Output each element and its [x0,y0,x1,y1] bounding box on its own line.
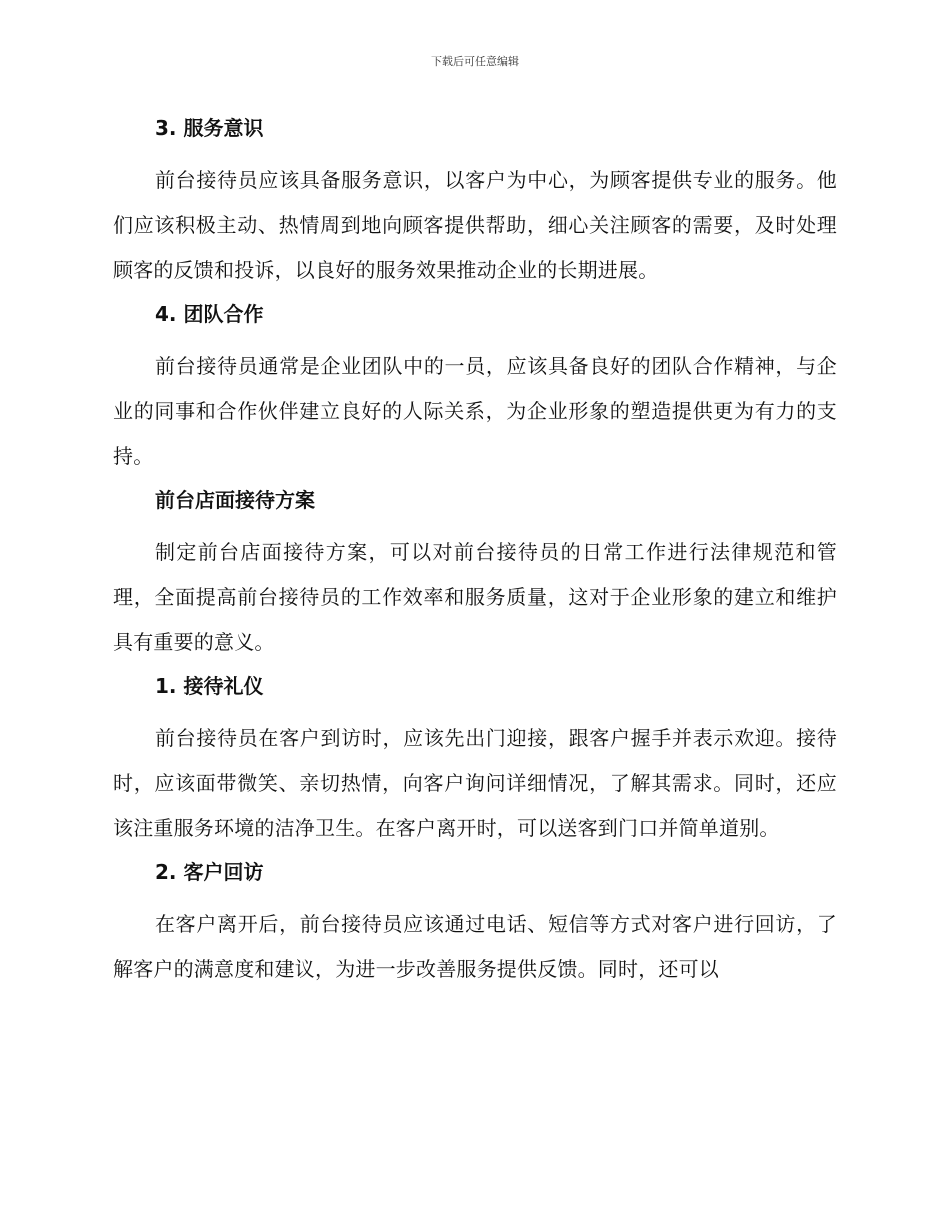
section-heading-customer-follow-up: 2. 客户回访 [155,860,264,884]
section-heading-teamwork: 4. 团队合作 [155,302,264,326]
paragraph-service-awareness: 前台接待员应该具备服务意识，以客户为中心，为顾客提供专业的服务。他们应该积极主动、热情周到地向顾客提供帮助，细心关注顾客的需要，及时处理顾客的反馈和投诉，以良好的服务效果推动企业的长期进展。 [113,168,837,282]
paragraph-customer-follow-up: 在客户离开后，前台接待员应该通过电话、短信等方式对客户进行回访，了解客户的满意度和建议，为进一步改善服务提供反馈。同时，还可以 [113,912,837,981]
paragraph-reception-etiquette: 前台接待员在客户到访时，应该先出门迎接，跟客户握手并表示欢迎。接待时，应该面带微笑、亲切热情，向客户询问详细情况，了解其需求。同时，还应该注重服务环境的洁净卫生。在客户离开时，可以送客到门口并简单道别。 [113,726,837,840]
section-heading-reception-etiquette: 1. 接待礼仪 [155,674,264,698]
section-heading-service-awareness: 3. 服务意识 [155,116,264,140]
section-heading-reception-plan: 前台店面接待方案 [155,488,315,512]
document-body [113,110,837,992]
paragraph-reception-plan: 制定前台店面接待方案，可以对前台接待员的日常工作进行法律规范和管理，全面提高前台接待员的工作效率和服务质量，这对于企业形象的建立和维护具有重要的意义。 [113,540,837,654]
page-header: 下载后可任意编辑 [431,55,519,68]
paragraph-teamwork: 前台接待员通常是企业团队中的一员，应该具备良好的团队合作精神，与企业的同事和合作伙伴建立良好的人际关系，为企业形象的塑造提供更为有力的支持。 [113,354,837,468]
